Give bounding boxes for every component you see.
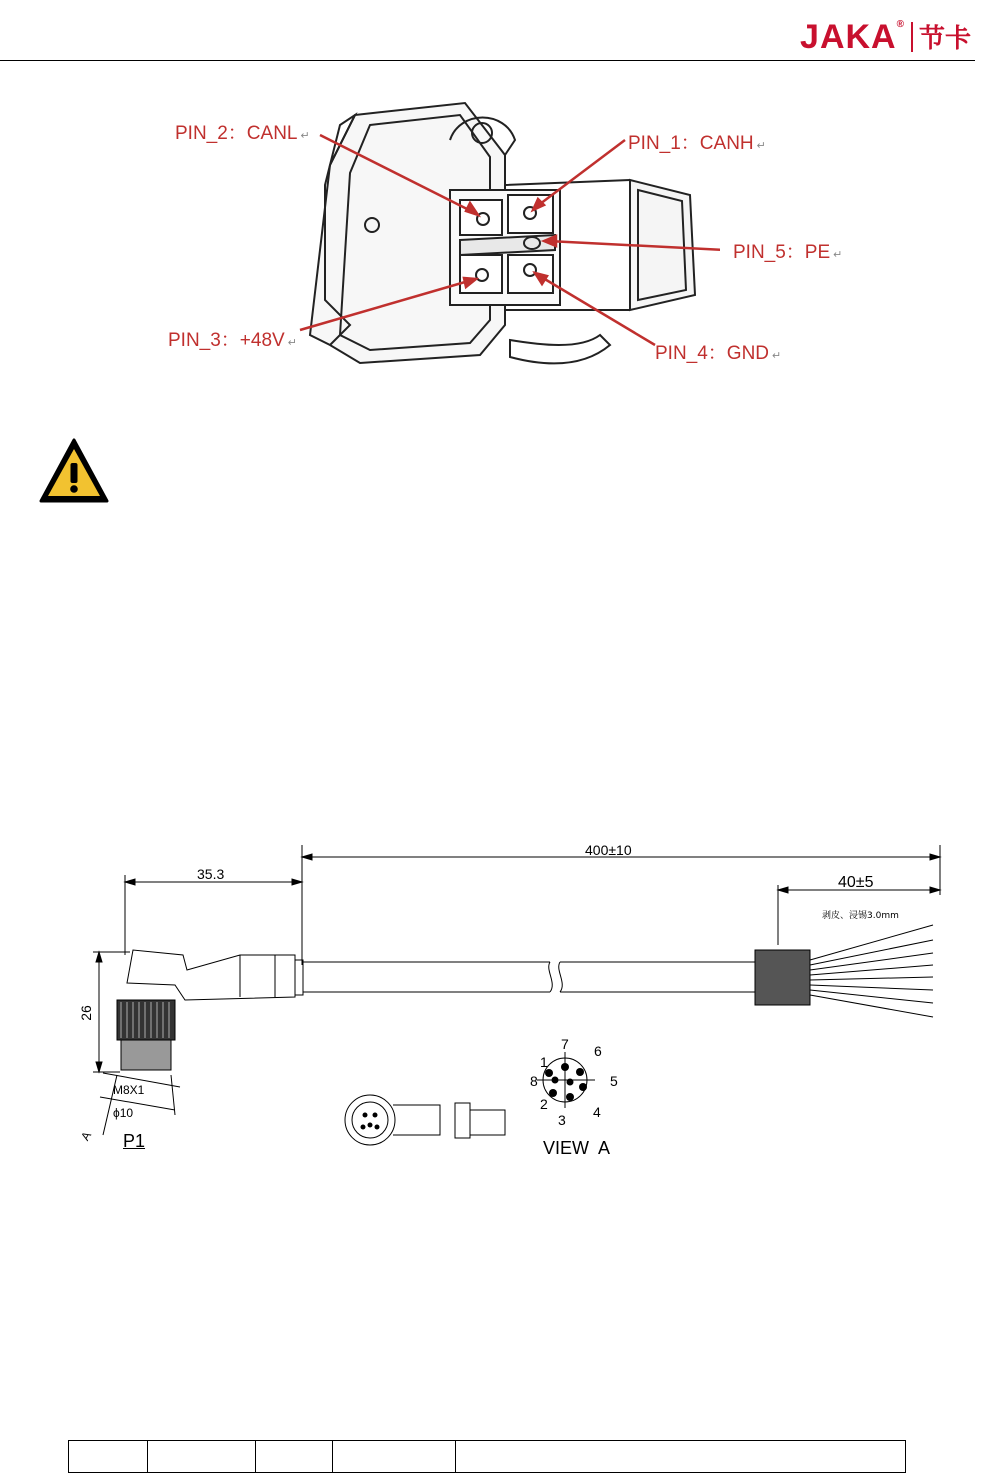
brand-wordmark: JAKA® xyxy=(800,17,905,56)
pin-label-5: PIN_5：PE ↵ xyxy=(733,242,843,263)
table-row xyxy=(69,1441,906,1473)
pin-label-1: PIN_1：CANH ↵ xyxy=(628,133,766,154)
pin-label-3: PIN_3：+48V ↵ xyxy=(168,330,297,351)
pin-number-5: 5 xyxy=(610,1073,618,1089)
dim-connector: 35.3 xyxy=(197,866,225,882)
footer-table xyxy=(68,1440,906,1473)
table-cell xyxy=(148,1441,256,1473)
section-marker: A xyxy=(77,1129,95,1143)
table-cell xyxy=(456,1441,906,1473)
pin-number-4: 4 xyxy=(593,1104,601,1120)
dim-strip: 40±5 xyxy=(838,874,874,891)
brand-cn: 节卡 xyxy=(918,24,971,54)
pin-number-8: 8 xyxy=(530,1073,538,1089)
table-cell xyxy=(69,1441,148,1473)
brand-logo xyxy=(800,18,971,55)
cable-drawing xyxy=(75,835,955,1165)
pin-label-4: PIN_4：GND ↵ xyxy=(655,343,782,364)
pin-number-6: 6 xyxy=(594,1043,602,1059)
logo-divider xyxy=(911,22,913,52)
pin-number-7: 7 xyxy=(561,1036,569,1052)
table-cell xyxy=(333,1441,456,1473)
view-label: VIEW A xyxy=(543,1138,611,1158)
dim-total: 400±10 xyxy=(585,842,632,858)
dim-height: 26 xyxy=(77,1005,94,1021)
warning-triangle-icon xyxy=(38,437,110,505)
pin-number-2: 2 xyxy=(540,1096,548,1112)
thread-label: M8X1 xyxy=(113,1083,145,1097)
pin-label-2: PIN_2：CANL ↵ xyxy=(175,123,310,144)
strip-note: 剥皮、浸锡3.0mm xyxy=(822,911,899,921)
diameter-label: ϕ10 xyxy=(113,1106,134,1120)
pin-number-1: 1 xyxy=(540,1054,548,1070)
header-rule xyxy=(0,60,975,61)
table-cell xyxy=(256,1441,333,1473)
part-label: P1 xyxy=(123,1131,146,1151)
pin-number-3: 3 xyxy=(558,1112,566,1128)
